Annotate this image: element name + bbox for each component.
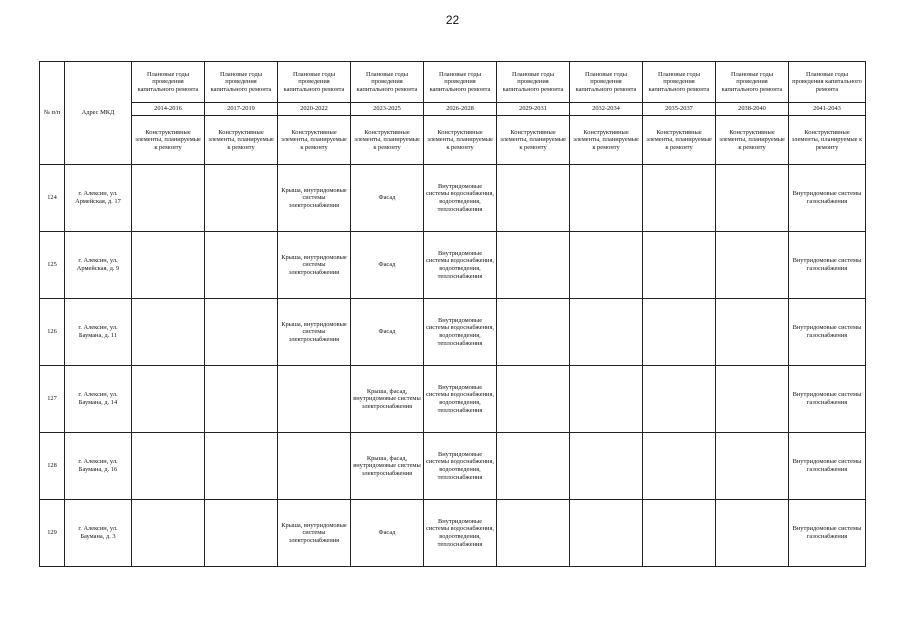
repair-elements-cell xyxy=(497,433,570,500)
column-header-address: Адрес МКД xyxy=(65,62,132,165)
period-title-header: Плановые годы проведения капитального ремонта xyxy=(497,62,570,103)
period-title-header: Плановые годы проведения капитального ремонта xyxy=(278,62,351,103)
repair-elements-cell xyxy=(497,165,570,232)
repair-elements-cell xyxy=(716,500,789,567)
repair-elements-cell xyxy=(132,165,205,232)
repair-elements-cell xyxy=(497,299,570,366)
repair-elements-cell xyxy=(643,232,716,299)
period-elements-header: Конструктивные элементы, планируемые к ремонту xyxy=(789,116,866,165)
table-row xyxy=(40,299,866,366)
repair-elements-cell xyxy=(570,232,643,299)
repair-elements-cell: Внутридомовые системы газоснабжения xyxy=(789,232,866,299)
period-years-header: 2020-2022 xyxy=(278,103,351,116)
period-years-header: 2026-2028 xyxy=(424,103,497,116)
repair-elements-cell xyxy=(205,433,278,500)
table-row xyxy=(40,366,866,433)
period-years-header: 2017-2019 xyxy=(205,103,278,116)
period-years-header: 2035-2037 xyxy=(643,103,716,116)
repair-elements-cell: Внутридомовые системы водоснабжения, водоотведения, теплоснабжения xyxy=(424,433,497,500)
period-elements-header: Конструктивные элементы, планируемые к ремонту xyxy=(497,116,570,165)
repair-elements-cell: Внутридомовые системы водоснабжения, водоотведения, теплоснабжения xyxy=(424,500,497,567)
repair-elements-cell xyxy=(716,366,789,433)
period-elements-header: Конструктивные элементы, планируемые к ремонту xyxy=(716,116,789,165)
table-row xyxy=(40,433,866,500)
repair-elements-cell xyxy=(132,500,205,567)
repair-elements-cell: Фасад xyxy=(351,232,424,299)
repair-elements-cell xyxy=(132,366,205,433)
repair-elements-cell xyxy=(205,500,278,567)
repair-elements-cell xyxy=(570,433,643,500)
repair-elements-cell xyxy=(716,299,789,366)
table-row xyxy=(40,500,866,567)
column-header-number: № п/п xyxy=(40,62,65,165)
period-years-header: 2041-2043 xyxy=(789,103,866,116)
table-row xyxy=(40,232,866,299)
row-number: 125 xyxy=(40,232,65,299)
repair-elements-cell xyxy=(716,433,789,500)
row-address: г. Алексин, ул. Баумана, д. 3 xyxy=(65,500,132,567)
period-elements-header: Конструктивные элементы, планируемые к ремонту xyxy=(643,116,716,165)
repair-elements-cell xyxy=(570,299,643,366)
row-address: г. Алексин, ул. Баумана, д. 11 xyxy=(65,299,132,366)
period-years-header: 2014-2016 xyxy=(132,103,205,116)
repair-elements-cell: Крыша, фасад, внутридомовые системы электроснабжения xyxy=(351,366,424,433)
period-years-header: 2032-2034 xyxy=(570,103,643,116)
period-elements-header: Конструктивные элементы, планируемые к ремонту xyxy=(351,116,424,165)
capital-repair-plan-table xyxy=(39,61,866,567)
repair-elements-cell: Внутридомовые системы водоснабжения, водоотведения, теплоснабжения xyxy=(424,232,497,299)
period-title-header: Плановые годы проведения капитального ремонта xyxy=(570,62,643,103)
repair-elements-cell: Внутридомовые системы газоснабжения xyxy=(789,165,866,232)
period-elements-header: Конструктивные элементы, планируемые к ремонту xyxy=(132,116,205,165)
table-row xyxy=(40,165,866,232)
repair-elements-cell xyxy=(716,232,789,299)
period-title-header: Плановые годы проведения капитального ремонта xyxy=(789,62,866,103)
repair-elements-cell xyxy=(643,433,716,500)
row-number: 124 xyxy=(40,165,65,232)
repair-elements-cell xyxy=(205,232,278,299)
repair-elements-cell xyxy=(643,500,716,567)
period-elements-header: Конструктивные элементы, планируемые к ремонту xyxy=(205,116,278,165)
page-number: 22 xyxy=(445,13,460,27)
period-title-header: Плановые годы проведения капитального ремонта xyxy=(205,62,278,103)
repair-elements-cell xyxy=(132,299,205,366)
period-elements-header: Конструктивные элементы, планируемые к ремонту xyxy=(278,116,351,165)
period-years-header: 2038-2040 xyxy=(716,103,789,116)
period-title-header: Плановые годы проведения капитального ремонта xyxy=(716,62,789,103)
row-address: г. Алексин, ул. Баумана, д. 14 xyxy=(65,366,132,433)
repair-elements-cell: Фасад xyxy=(351,165,424,232)
repair-elements-cell xyxy=(570,500,643,567)
repair-elements-cell: Внутридомовые системы газоснабжения xyxy=(789,366,866,433)
repair-elements-cell: Внутридомовые системы газоснабжения xyxy=(789,433,866,500)
repair-elements-cell xyxy=(205,165,278,232)
repair-elements-cell: Внутридомовые системы водоснабжения, водоотведения, теплоснабжения xyxy=(424,165,497,232)
repair-elements-cell: Фасад xyxy=(351,500,424,567)
repair-elements-cell xyxy=(643,366,716,433)
repair-elements-cell xyxy=(497,500,570,567)
repair-elements-cell: Крыша, внутридомовые системы электроснабжения xyxy=(278,299,351,366)
period-title-header: Плановые годы проведения капитального ремонта xyxy=(424,62,497,103)
row-address: г. Алексин, ул. Баумана, д. 16 xyxy=(65,433,132,500)
row-number: 129 xyxy=(40,500,65,567)
repair-elements-cell xyxy=(643,165,716,232)
repair-elements-cell xyxy=(205,299,278,366)
repair-elements-cell xyxy=(643,299,716,366)
period-years-header: 2023-2025 xyxy=(351,103,424,116)
repair-elements-cell: Внутридомовые системы водоснабжения, водоотведения, теплоснабжения xyxy=(424,366,497,433)
repair-elements-cell: Внутридомовые системы газоснабжения xyxy=(789,299,866,366)
repair-elements-cell xyxy=(278,366,351,433)
row-address: г. Алексин, ул. Армейская, д. 9 xyxy=(65,232,132,299)
repair-elements-cell xyxy=(132,433,205,500)
repair-elements-cell xyxy=(570,165,643,232)
repair-elements-cell: Крыша, внутридомовые системы электроснабжения xyxy=(278,500,351,567)
period-title-header: Плановые годы проведения капитального ремонта xyxy=(643,62,716,103)
period-years-header: 2029-2031 xyxy=(497,103,570,116)
repair-elements-cell: Крыша, фасад, внутридомовые системы электроснабжения xyxy=(351,433,424,500)
period-elements-header: Конструктивные элементы, планируемые к ремонту xyxy=(424,116,497,165)
repair-elements-cell xyxy=(716,165,789,232)
repair-elements-cell: Фасад xyxy=(351,299,424,366)
repair-elements-cell xyxy=(497,366,570,433)
repair-elements-cell xyxy=(497,232,570,299)
repair-elements-cell: Крыша, внутридомовые системы электроснабжения xyxy=(278,165,351,232)
period-elements-header: Конструктивные элементы, планируемые к ремонту xyxy=(570,116,643,165)
repair-elements-cell: Внутридомовые системы газоснабжения xyxy=(789,500,866,567)
row-address: г. Алексин, ул. Армейская, д. 17 xyxy=(65,165,132,232)
period-title-header: Плановые годы проведения капитального ремонта xyxy=(132,62,205,103)
period-title-header: Плановые годы проведения капитального ремонта xyxy=(351,62,424,103)
repair-elements-cell: Крыша, внутридомовые системы электроснабжения xyxy=(278,232,351,299)
repair-elements-cell xyxy=(205,366,278,433)
row-number: 126 xyxy=(40,299,65,366)
row-number: 128 xyxy=(40,433,65,500)
repair-elements-cell: Внутридомовые системы водоснабжения, водоотведения, теплоснабжения xyxy=(424,299,497,366)
row-number: 127 xyxy=(40,366,65,433)
repair-elements-cell xyxy=(278,433,351,500)
repair-elements-cell xyxy=(570,366,643,433)
repair-elements-cell xyxy=(132,232,205,299)
